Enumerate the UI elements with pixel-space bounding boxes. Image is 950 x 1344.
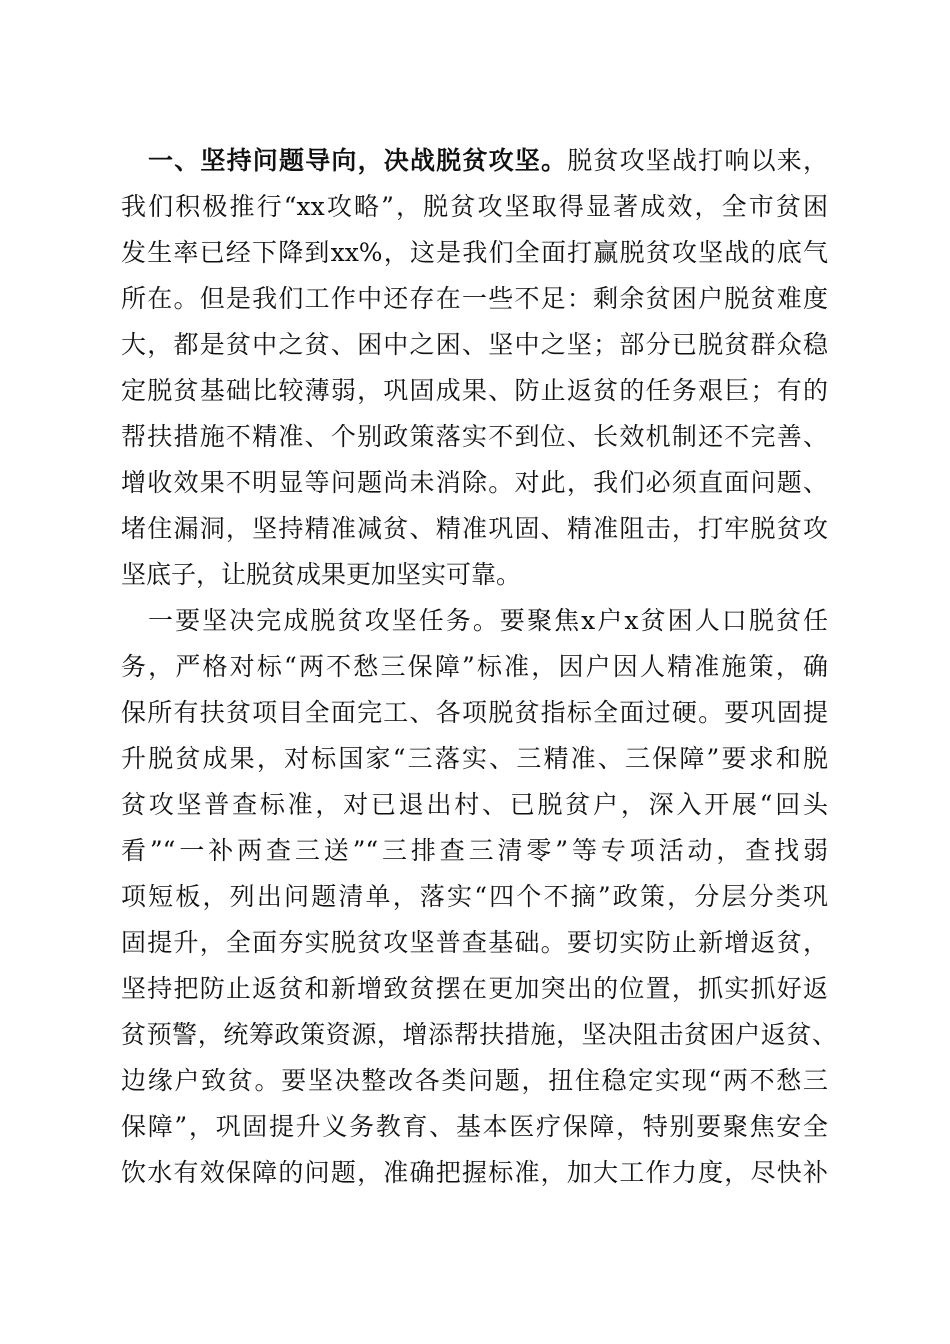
body-text-line: 定脱贫基础比较薄弱，巩固成果、防止返贫的任务艰巨；有的 (121, 376, 828, 405)
paragraph-1-text: 脱贫攻坚战打响以来， (567, 146, 828, 175)
body-text-line: 大，都是贫中之贫、困中之困、坚中之坚；部分已脱贫群众稳 (121, 330, 828, 359)
paragraph-1-line-1 (0, 141, 950, 181)
body-text-line: 贫预警，统筹政策资源，增添帮扶措施，坚决阻击贫困户返贫、 (121, 1020, 837, 1049)
paragraph-2-line-12 (0, 1107, 950, 1147)
paragraph-2-line-1 (0, 601, 950, 641)
paragraph-2-line-11 (0, 1061, 950, 1101)
body-text-line: 所在。但是我们工作中还存在一些不足：剩余贫困户脱贫难度 (121, 284, 828, 313)
paragraph-1-line-5 (0, 325, 950, 365)
paragraph-1-line-10 (0, 555, 950, 595)
paragraph-2-line-10 (0, 1015, 950, 1055)
paragraph-2-line-9 (0, 969, 950, 1009)
body-text-line: 增收效果不明显等问题尚未消除。对此，我们必须直面问题、 (121, 468, 828, 497)
body-text-line: 固提升，全面夯实脱贫攻坚普查基础。要切实防止新增返贫， (121, 928, 828, 957)
paragraph-1-line-7 (0, 417, 950, 457)
paragraph-1-line-8 (0, 463, 950, 503)
paragraph-2-line-2 (0, 647, 950, 687)
paragraph-1-line-4 (0, 279, 950, 319)
body-text-line: 帮扶措施不精准、个别政策落实不到位、长效机制还不完善、 (121, 422, 828, 451)
paragraph-2-line-7 (0, 877, 950, 917)
section-heading: 一、坚持问题导向，决战脱贫攻坚。 (148, 146, 568, 175)
paragraph-1-line-3 (0, 233, 950, 273)
body-text-line: 务，严格对标“两不愁三保障”标准，因户因人精准施策，确 (121, 652, 828, 681)
body-text-line: 坚底子，让脱贫成果更加坚实可靠。 (121, 560, 522, 589)
body-text-line: 保障”，巩固提升义务教育、基本医疗保障，特别要聚焦安全 (121, 1112, 828, 1141)
body-text-line: 看”“一补两查三送”“三排查三清零”等专项活动，查找弱 (121, 836, 828, 865)
body-text-line: 贫攻坚普查标准，对已退出村、已脱贫户，深入开展“回头 (121, 790, 828, 819)
paragraph-2-line-8 (0, 923, 950, 963)
paragraph-2-line-5 (0, 785, 950, 825)
paragraph-2-line-13 (0, 1153, 950, 1193)
body-text-line: 坚持把防止返贫和新增致贫摆在更加突出的位置，抓实抓好返 (121, 974, 828, 1003)
body-text-line: 一要坚决完成脱贫攻坚任务。要聚焦x户x贫困人口脱贫任 (148, 606, 828, 635)
body-text-line: 边缘户致贫。要坚决整改各类问题，扭住稳定实现“两不愁三 (121, 1066, 828, 1095)
body-text-line: 发生率已经下降到xx%，这是我们全面打赢脱贫攻坚战的底气 (121, 238, 828, 267)
body-text-line: 我们积极推行“xx攻略”，脱贫攻坚取得显著成效，全市贫困 (121, 192, 828, 221)
paragraph-1-line-2 (0, 187, 950, 227)
paragraph-1-line-6 (0, 371, 950, 411)
paragraph-2-line-4 (0, 739, 950, 779)
body-text-line: 饮水有效保障的问题，准确把握标准，加大工作力度，尽快补 (121, 1158, 828, 1187)
paragraph-2-line-6 (0, 831, 950, 871)
paragraph-2-line-3 (0, 693, 950, 733)
body-text-line: 保所有扶贫项目全面完工、各项脱贫指标全面过硬。要巩固提 (121, 698, 828, 727)
body-text-line: 堵住漏洞，坚持精准减贫、精准巩固、精准阻击，打牢脱贫攻 (121, 514, 828, 543)
body-text-line: 项短板，列出问题清单，落实“四个不摘”政策，分层分类巩 (121, 882, 828, 911)
paragraph-1-line-9 (0, 509, 950, 549)
body-text-line: 升脱贫成果，对标国家“三落实、三精准、三保障”要求和脱 (121, 744, 828, 773)
